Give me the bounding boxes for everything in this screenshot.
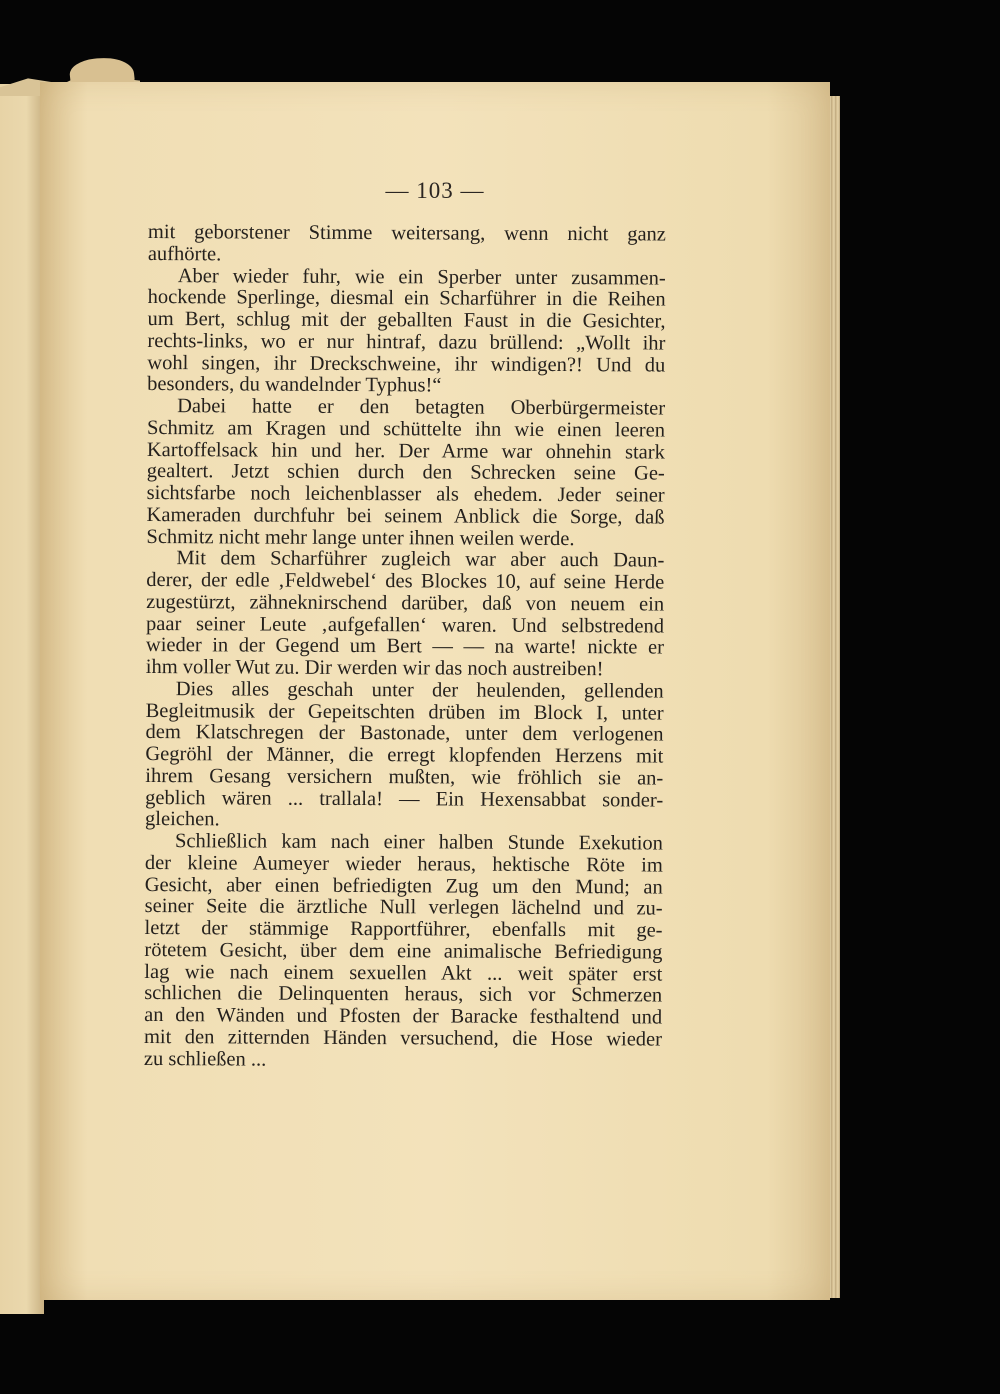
text-line: Kartoffelsack hin und her. Der Arme war ohnehin stark xyxy=(146,438,665,464)
text-line: rötetem Gesicht, über dem eine animalische Befriedigung xyxy=(144,938,663,964)
text-line: derer, der edle ‚Feldwebel‘ des Blockes 10, auf seine Herde xyxy=(146,568,665,594)
text-line: Begleitmusik der Gepeitschten drüben im Block I, unter xyxy=(145,699,664,725)
body-text xyxy=(144,222,666,1073)
text-line: zu schließen ... xyxy=(143,1047,267,1071)
text-line: ihrem Gesang versichern mußten, wie fröhlich sie an- xyxy=(145,764,664,790)
text-line: paar seiner Leute ‚aufgefallen‘ waren. Und selbstredend xyxy=(145,612,665,638)
text-line: seiner Seite die ärztliche Null verlegen lächelnd und zu- xyxy=(144,895,663,920)
text-line: ihm voller Wut zu. Dir werden wir das noch austreiben! xyxy=(145,655,604,681)
text-line: hockende Sperlinge, diesmal ein Scharführer in die Reihen xyxy=(147,286,666,311)
text-line: um Bert, schlug mit der geballten Faust in die Gesichter, xyxy=(147,307,666,333)
text-line: Mit dem Scharführer zugleich war aber auch Daun- xyxy=(176,547,665,572)
text-line: dem Klatschregen der Bastonade, unter dem verlogenen xyxy=(145,721,664,746)
text-line: gealtert. Jetzt schien durch den Schrecken seine Ge- xyxy=(146,460,665,485)
text-line: sichtsfarbe noch leichenblasser als ehedem. Jeder seiner xyxy=(146,481,665,507)
text-line: zugestürzt, zähneknirschend darüber, daß von neuem ein xyxy=(146,590,665,616)
text-line: rechts-links, wo er nur hintraf, dazu brüllend: „Wollt ihr xyxy=(147,329,666,355)
text-line: lag wie nach einem sexuellen Akt ... weit später erst xyxy=(144,960,663,986)
text-line: an den Wänden und Pfosten der Baracke festhaltend und xyxy=(144,1003,663,1029)
text-line: Schmitz nicht mehr lange unter ihnen weilen werde. xyxy=(146,525,575,550)
text-line: mit geborstener Stimme weitersang, wenn nicht ganz xyxy=(147,221,666,246)
text-line: wieder in der Gegend um Bert — — na warte! nickte er xyxy=(145,634,664,659)
text-line: besonders, du wandelnder Typhus!“ xyxy=(147,373,442,397)
book-page xyxy=(40,82,830,1300)
text-line: Kameraden durchfuhr bei seinem Anblick die Sorge, daß xyxy=(146,503,665,529)
page-number: — 103 — xyxy=(385,178,485,203)
left-facing-page-edge xyxy=(0,84,44,1314)
text-line: Aber wieder fuhr, wie ein Sperber unter zusammen- xyxy=(177,264,666,290)
text-line: mit den zitternden Händen versuchend, die Hose wieder xyxy=(143,1025,663,1051)
text-line: Dabei hatte er den betagten Oberbürgermeister xyxy=(177,395,666,420)
text-line: Schließlich kam nach einer halben Stunde Exekution xyxy=(174,830,664,855)
text-line: aufhörte. xyxy=(147,242,222,266)
text-line: der kleine Aumeyer wieder heraus, hektische Röte im xyxy=(144,851,663,877)
text-line: Gegröhl der Männer, die erregt klopfenden Herzens mit xyxy=(145,742,664,768)
text-line: geblich wären ... trallala! — Ein Hexensabbat sonder- xyxy=(145,786,664,812)
text-line: Schmitz am Kragen und schüttelte ihn wie einen leeren xyxy=(146,416,666,442)
text-line: Gesicht, aber einen befriedigten Zug um den Mund; an xyxy=(144,873,663,899)
text-line: wohl singen, ihr Dreckschweine, ihr windigen?! Und du xyxy=(147,351,666,377)
text-line: Dies alles geschah unter der heulenden, gellenden xyxy=(175,677,664,703)
text-line: gleichen. xyxy=(145,808,220,831)
text-line: schlichen die Delinquenten heraus, sich vor Schmerzen xyxy=(144,982,663,1007)
text-line: letzt der stämmige Rapportführer, ebenfalls mit ge- xyxy=(144,916,663,942)
